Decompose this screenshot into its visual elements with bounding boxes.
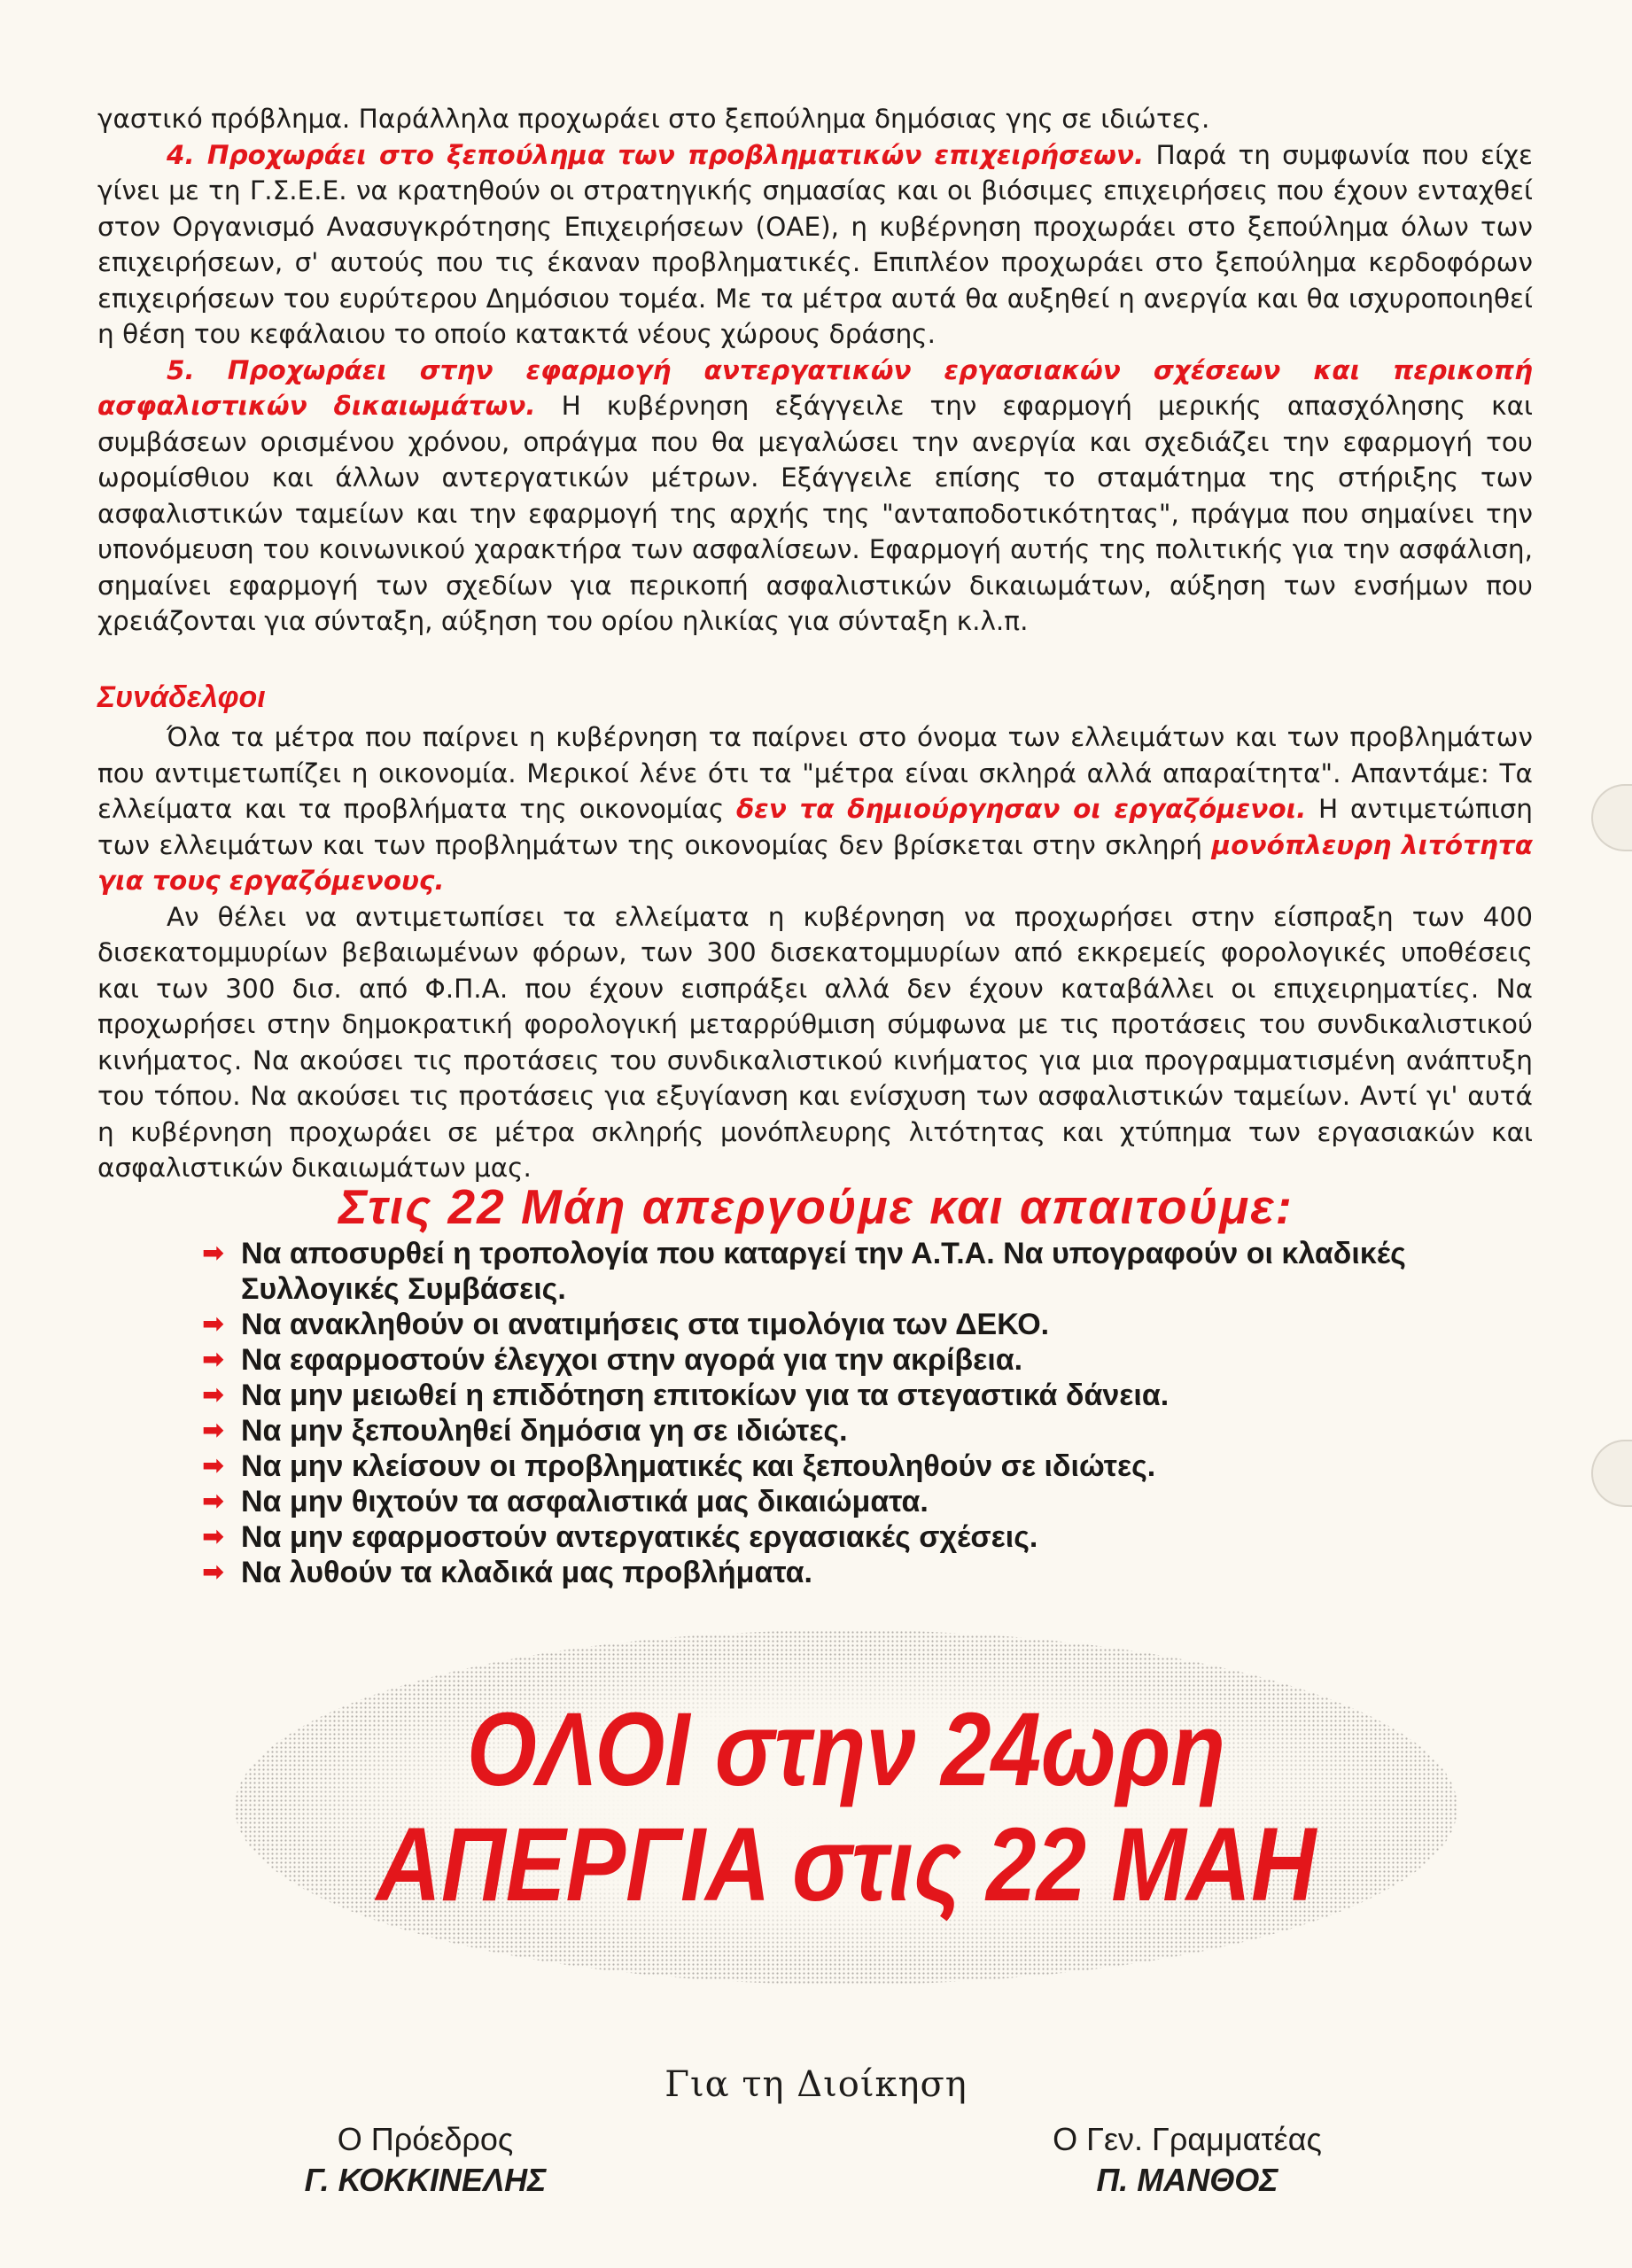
synadelfoi-body	[97, 719, 1533, 1186]
demand-text: Να λυθούν τα κλαδικά μας προβλήματα.	[241, 1556, 812, 1589]
president-role: Ο Πρόεδρος	[337, 2121, 514, 2157]
banner-line-1: ΟΛΟΙ στην 24ωρη	[466, 1691, 1226, 1808]
demand-text: Να μην ξεπουληθεί δημόσια γη σε ιδιώτες.	[241, 1414, 848, 1448]
demand-text: Να εφαρμοστούν έλεγχοι στην αγορά για την ακρίβεια.	[241, 1343, 1023, 1377]
synadelfoi-paragraph-1	[97, 719, 1533, 899]
body-line-1: γαστικό πρόβλημα. Παράλληλα προχωράει στο ξεπούλημα δημόσιας γης σε ιδιώτες.	[97, 104, 1210, 134]
paragraph-5-heading: 5. Προχωράει στην εφαρμογή αντεργατικών εργασιακών σχέσεων και περικοπή ασφαλιστικών δικαιωμάτων.	[97, 354, 1533, 421]
arrow-right-icon: ➡	[202, 1521, 225, 1552]
demand-item	[202, 1484, 1549, 1519]
demand-item	[202, 1449, 1549, 1484]
banner-line-2: ΑΠΕΡΓΙΑ στις 22 ΜΑΗ	[376, 1806, 1317, 1923]
arrow-right-icon: ➡	[202, 1450, 225, 1481]
paragraph-4-text: Παρά τη συμφωνία που είχε γίνει με τη Γ.Σ.Ε.Ε. να κρατηθούν οι στρατηγικής σημασίας και οι βιόσιμες επιχειρήσεις που έχουν ενταχθεί στον Οργανισμό Ανασυγκρότησης Επιχειρήσεων (ΟΑΕ), η κυβέρνηση προχωράει στο ξεπούλημα όλων των επιχειρήσεων, σ' αυτούς που τις έκαναν προβληματικές. Επιπλέον προχωράει στο ξεπούλημα κερδοφόρων επιχειρήσεων του ευρύτερου Δημόσιου τομέα. Με τα μέτρα αυτά θα αυξηθεί η ανεργία και θα ισχυροποιηθεί η θέση του κεφάλαιου το οποίο κατακτά νέους χώρους δράσης.	[97, 139, 1533, 349]
demands-title: Στις 22 Μάη απεργούμε και απαιτούμε:	[338, 1179, 1294, 1234]
punch-hole	[1591, 784, 1632, 851]
secretary-role: Ο Γεν. Γραμματέας	[1053, 2121, 1322, 2157]
continued-body-text	[97, 101, 1533, 640]
secretary-signature	[1037, 2119, 1338, 2201]
paragraph-5-text: Η κυβέρνηση εξάγγειλε την εφαρμογή μερικής απασχόλησης και συμβάσεων ορισμένου χρόνου, οπράγμα που θα μεγαλώσει την ανεργία και σχεδιάζει την εφαρμογή του ωρομίσθιου και άλλων αντεργατικών μέτρων. Εξάγγειλε επίσης το σταμάτημα της στήριξης των ασφαλιστικών ταμείων και την εφαρμογή της αρχής της "ανταποδοτικότητας", πράγμα που σημαίνει την υπονόμευση του κοινωνικού χαρακτήρα των ασφαλίσεων. Εφαρμογή αυτής της πολιτικής για την ασφάλιση, σημαίνει εφαρμογή των σχεδίων για περικοπή ασφαλιστικών δικαιωμάτων, αύξηση των ενσήμων που χρειάζονται για σύνταξη, αύξηση του ορίου ηλικίας για σύνταξη κ.λ.π.	[97, 391, 1533, 636]
punch-hole	[1591, 1440, 1632, 1507]
demand-text: Να αποσυρθεί η τροπολογία που καταργεί την Α.Τ.Α. Να υπογραφούν οι κλαδικές Συλλογικές Συμβάσεις.	[241, 1237, 1406, 1306]
demand-item	[202, 1413, 1549, 1449]
arrow-right-icon: ➡	[202, 1309, 225, 1340]
arrow-right-icon: ➡	[202, 1344, 225, 1375]
demand-text: Να μην μειωθεί η επιδότηση επιτοκίων για τα στεγαστικά δάνεια.	[241, 1379, 1170, 1412]
arrow-right-icon: ➡	[202, 1486, 225, 1517]
arrow-right-icon: ➡	[202, 1379, 225, 1410]
synadelfoi-text-b: Η αντιμετώπιση των ελλειμάτων και των προβλημάτων της οικονομίας δεν βρίσκεται στην σκληρή	[97, 794, 1533, 860]
demands-list	[202, 1236, 1549, 1590]
synadelfoi-red-2: μονόπλευρη λιτότητα για τους εργαζόμενους.	[97, 829, 1533, 896]
strike-banner	[226, 1626, 1466, 1989]
arrow-right-icon: ➡	[202, 1238, 225, 1269]
demand-item	[202, 1236, 1549, 1307]
demand-item	[202, 1378, 1549, 1413]
president-name: Γ. ΚΟΚΚΙΝΕΛΗΣ	[304, 2162, 547, 2198]
president-signature	[292, 2119, 558, 2201]
synadelfoi-paragraph-2: Αν θέλει να αντιμετωπίσει τα ελλείματα η κυβέρνηση να προχωρήσει στην είσπραξη των 400 δισεκατομμυρίων βεβαιωμένων φόρων, των 300 δισεκατομμυρίων από εκκρεμείς φορολογικές υποθέσεις και των 300 δισ. από Φ.Π.Α. που έχουν εισπράξει αλλά δεν έχουν καταβάλλει οι επιχειρηματίες. Να προχωρήσει στην δημοκρατική φορολογική μεταρρύθμιση σύμφωνα με τις προτάσεις του συνδικαλιστικού κινήματος. Να ακούσει τις προτάσεις του συνδικαλιστικού κινήματος για μια προγραμματισμένη ανάπτυξη του τόπου. Να ακούσει τις προτάσεις για εξυγίανση και ενίσχυση των ασφαλιστικών ταμείων. Αντί γι' αυτά η κυβέρνηση προχωράει σε μέτρα σκληρής μονόπλευρης λιτότητας και χτύπημα των εργασιακών και ασφαλιστικών δικαιωμάτων μας.	[97, 901, 1533, 1183]
arrow-right-icon: ➡	[202, 1557, 225, 1588]
paragraph-5	[97, 353, 1533, 640]
for-administration-label: Για τη Διοίκηση	[664, 2064, 968, 2105]
demand-text: Να ανακληθούν οι ανατιμήσεις στα τιμολόγια των ΔΕΚΟ.	[241, 1308, 1050, 1341]
synadelfoi-text-a: Όλα τα μέτρα που παίρνει η κυβέρνηση τα παίρνει στο όνομα των ελλειμάτων και των προβλημάτων που αντιμετωπίζει η οικονομία. Μερικοί λένε ότι τα "μέτρα είναι σκληρά αλλά απαραίτητα". Απαντάμε: Τα ελλείματα και τα προβλήματα της οικονομίας	[97, 722, 1533, 824]
arrow-right-icon: ➡	[202, 1415, 225, 1446]
demand-item	[202, 1342, 1549, 1378]
paragraph-4-heading: 4. Προχωράει στο ξεπούλημα των προβληματικών επιχειρήσεων.	[167, 139, 1145, 170]
demand-item	[202, 1307, 1549, 1342]
demand-text: Να μην εφαρμοστούν αντεργατικές εργασιακές σχέσεις.	[241, 1520, 1038, 1554]
synadelfoi-heading: Συνάδελφοι	[97, 680, 266, 714]
synadelfoi-red-1: δεν τα δημιούργησαν οι εργαζόμενοι.	[736, 794, 1307, 824]
demand-text: Να μην κλείσουν οι προβληματικές και ξεπουληθούν σε ιδιώτες.	[241, 1449, 1156, 1483]
demand-item	[202, 1555, 1549, 1590]
secretary-name: Π. ΜΑΝΘΟΣ	[1096, 2162, 1278, 2198]
demand-item	[202, 1519, 1549, 1555]
demand-text: Να μην θιχτούν τα ασφαλιστικά μας δικαιώματα.	[241, 1485, 929, 1518]
paragraph-4	[97, 137, 1533, 353]
